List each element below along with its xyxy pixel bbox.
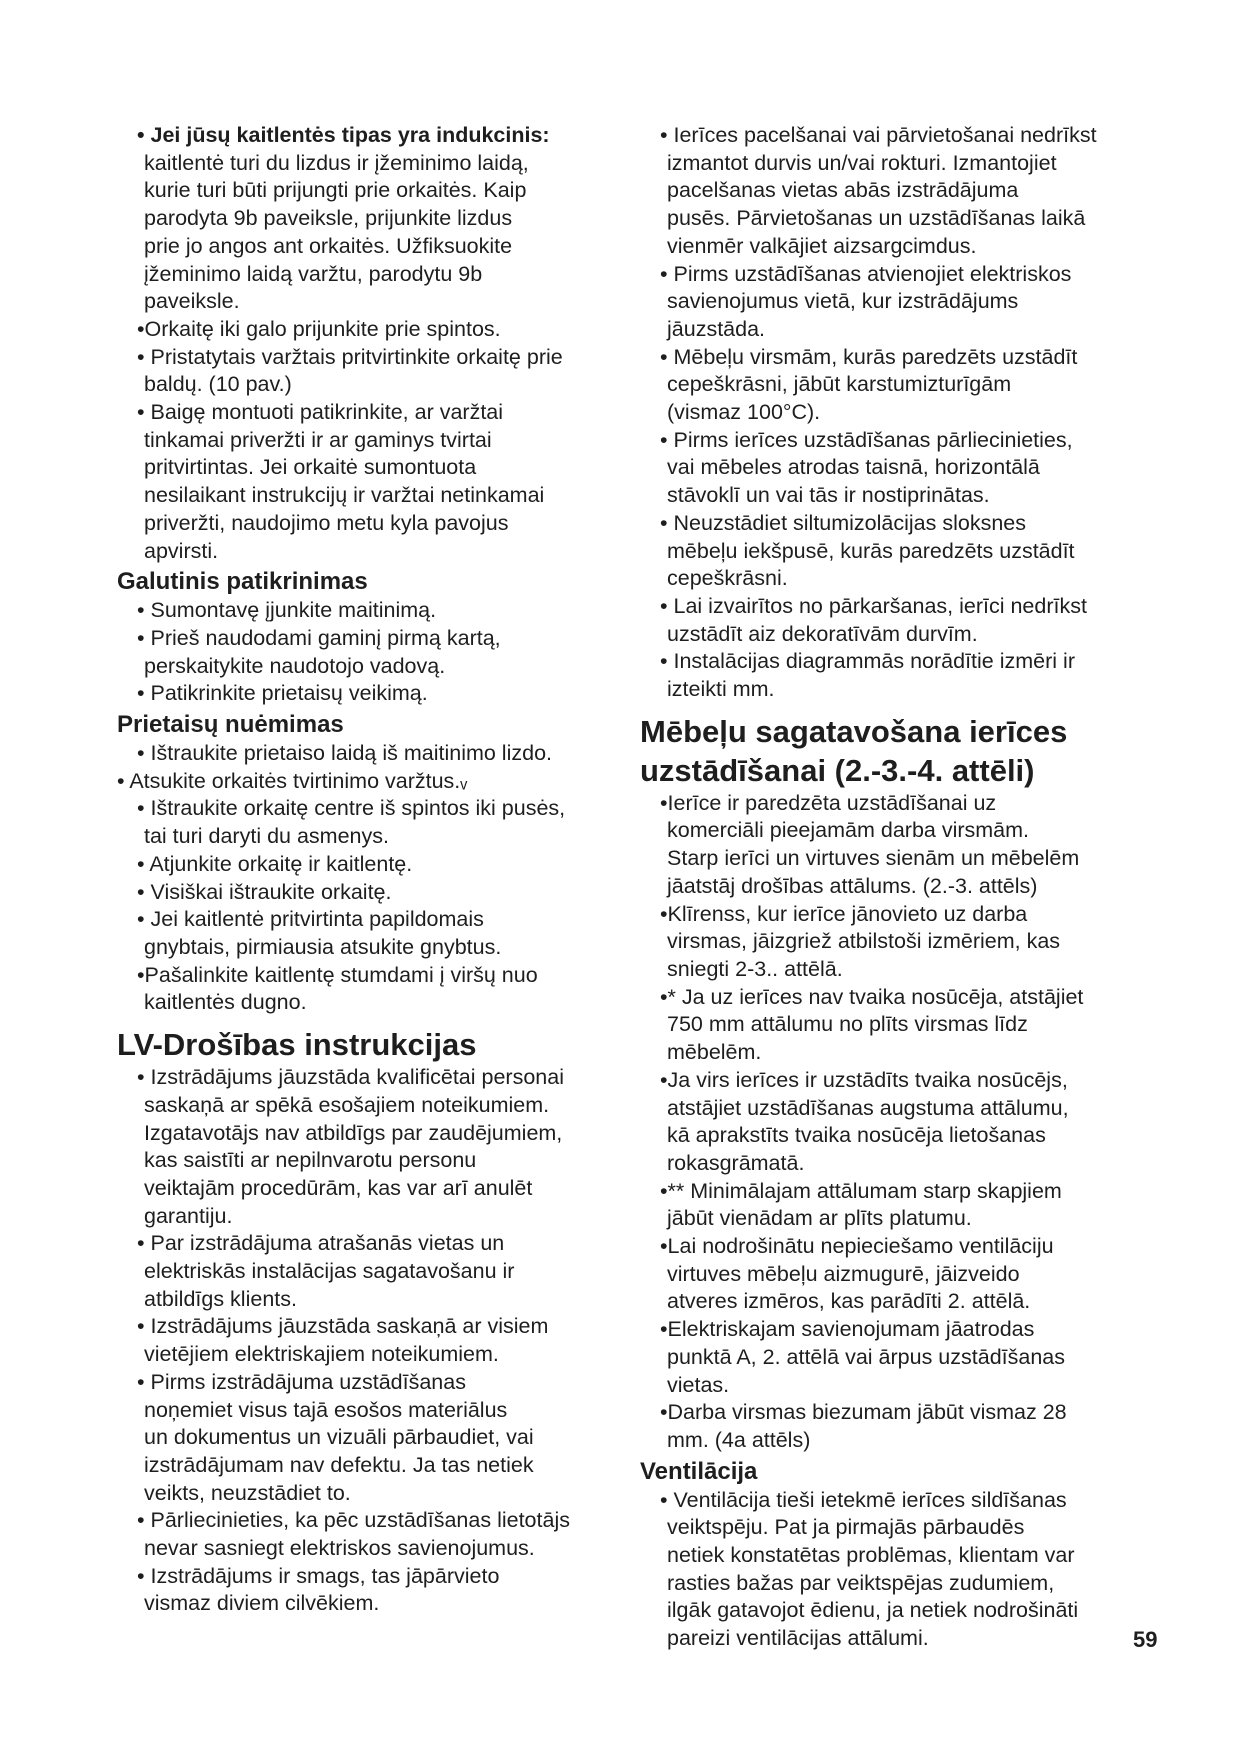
text-line: prie jo angos ant orkaitės. Užfiksuokite [144, 233, 513, 258]
text-line: •Ja virs ierīces ir uzstādīts tvaika nosūcējs, [660, 1067, 1068, 1092]
right-column [640, 122, 1140, 1653]
text-line: • Prieš naudodami gaminį pirmą kartą, [137, 625, 501, 650]
text-line: veiktspēju. Pat ja pirmajās pārbaudēs [667, 1515, 1025, 1540]
text-line: paveiksle. [144, 289, 240, 314]
text-line: • Ištraukite prietaiso laidą iš maitinimo lizdo. [137, 741, 552, 766]
text-line: kaitlentė turi du lizdus ir įžeminimo laidą, [144, 150, 529, 175]
text-line: cepeškrāsni, jābūt karstumizturīgām [667, 372, 1012, 397]
text-line: cepeškrāsni. [667, 566, 788, 591]
subsection-heading: Galutinis patikrinimas [117, 568, 368, 596]
text-line: • Pirms uzstādīšanas atvienojiet elektriskos [660, 261, 1072, 286]
text-line: • Mēbeļu virsmām, kurās paredzēts uzstādīt [660, 344, 1078, 369]
subsection-heading: Ventilācija [640, 1457, 758, 1485]
text-line: garantiju. [144, 1203, 233, 1228]
text-line: • Pirms izstrādājuma uzstādīšanas [137, 1369, 466, 1394]
text-line: • Visiškai ištraukite orkaitę. [137, 879, 392, 904]
text-line: parodyta 9b paveiksle, prijunkite lizdus [144, 206, 513, 231]
text-line: •Lai nodrošinātu nepieciešamo ventilāciju [660, 1234, 1054, 1259]
text-line: izteikti mm. [667, 677, 775, 702]
text-line: • Izstrādājums ir smags, tas jāpārvieto [137, 1563, 500, 1588]
text-line: įžeminimo laidą varžtu, parodytu 9b [144, 261, 483, 286]
text-line: vietas. [667, 1372, 730, 1397]
text-line: nevar sasniegt elektriskos savienojumus. [144, 1536, 535, 1561]
text-line: vai mēbeles atrodas taisnā, horizontālā [667, 455, 1040, 480]
text-line: • Par izstrādājuma atrašanās vietas un [137, 1231, 505, 1256]
text-line: •Ierīce ir paredzēta uzstādīšanai uz [660, 790, 997, 815]
text-line: baldų. (10 pav.) [144, 372, 292, 397]
text-line: •Pašalinkite kaitlentę stumdami į viršų nuo [137, 962, 538, 987]
spacer [117, 1017, 617, 1025]
left-column [117, 122, 617, 1618]
spacer [640, 704, 1140, 712]
text-line: kaitlentės dugno. [144, 990, 307, 1015]
text-line: • Ierīces pacelšanai vai pārvietošanai nedrīkst [660, 123, 1097, 147]
text-line: • Ventilācija tieši ietekmē ierīces sildīšanas [660, 1487, 1067, 1512]
text-line: virsmas, jāizgriež atbilstoši izmēriem, kas [667, 929, 1061, 954]
text-line: jāuzstāda. [667, 316, 766, 341]
text-line: rasties bažas par veiktspējas zudumiem, [667, 1570, 1055, 1595]
text-line: veikts, neuzstādiet to. [144, 1480, 351, 1505]
text-line: jābūt vienādam ar plīts platumu. [667, 1206, 972, 1231]
text-line: • Jei jūsų kaitlentės tipas yra indukcinis: [137, 123, 550, 147]
text-line: atstājiet uzstādīšanas augstuma attālumu, [667, 1095, 1069, 1120]
text-line: izmantot durvis un/vai rokturi. Izmantojiet [667, 150, 1057, 175]
text-line: • Pārliecinieties, ka pēc uzstādīšanas lietotājs [137, 1508, 570, 1533]
text-line: komerciāli pieejamām darba virsmām. [667, 818, 1030, 843]
section-heading: uzstādīšanai (2.-3.-4. attēli) [640, 752, 1035, 788]
text-line: uzstādīt aiz dekoratīvām durvīm. [667, 621, 978, 646]
text-line: • Patikrinkite prietaisų veikimą. [137, 681, 428, 706]
text-line: saskaņā ar spēkā esošajiem noteikumiem. [144, 1092, 550, 1117]
text-line: • Izstrādājums jāuzstāda saskaņā ar visiem [137, 1314, 549, 1339]
text-line: vienmēr valkājiet aizsargcimdus. [667, 233, 977, 258]
text-line: • Pirms ierīces uzstādīšanas pārliecinieties, [660, 427, 1073, 452]
text-line: jāatstāj drošības attālums. (2.-3. attēls) [667, 873, 1038, 898]
text-line: tai turi daryti du asmenys. [144, 824, 389, 849]
text-line: punktā A, 2. attēlā vai ārpus uzstādīšanas [667, 1344, 1066, 1369]
text-line: pritvirtintas. Jei orkaitė sumontuota [144, 455, 477, 480]
text-line: kurie turi būti prijungti prie orkaitės. Kaip [144, 178, 527, 203]
text-line: nesilaikant instrukcijų ir varžtai netinkamai [144, 483, 545, 508]
text-line: 750 mm attālumu no plīts virsmas līdz [667, 1012, 1028, 1037]
text-line: gnybtais, pirmiausia atsukite gnybtus. [144, 934, 502, 959]
subsection-heading: Prietaisų nuėmimas [117, 711, 344, 739]
text-line: •Elektriskajam savienojumam jāatrodas [660, 1317, 1035, 1342]
text-line: vietējiem elektriskajiem noteikumiem. [144, 1342, 499, 1367]
text-line: • Ištraukite orkaitę centre iš spintos iki pusės, [137, 796, 566, 821]
text-line: pusēs. Pārvietošanas un uzstādīšanas laikā [667, 206, 1086, 231]
text-line: • Instalācijas diagrammās norādītie izmēri ir [660, 649, 1075, 674]
text-line: atbildīgs klients. [144, 1286, 297, 1311]
text-line: tinkamai priveržti ir ar gaminys tvirtai [144, 427, 492, 452]
text-line: •** Minimālajam attālumam starp skapjiem [660, 1178, 1062, 1203]
text-line: veiktajām procedūrām, kas var arī anulēt [144, 1175, 533, 1200]
text-line: elektriskās instalācijas sagatavošanu ir [144, 1259, 515, 1284]
text-line: kā aprakstīts tvaika nosūcēja lietošanas [667, 1123, 1046, 1148]
text-line: • Neuzstādiet siltumizolācijas sloksnes [660, 510, 1027, 535]
text-line: priveržti, naudojimo metu kyla pavojus [144, 510, 509, 535]
text-line: kas saistīti ar nepilnvarotu personu [144, 1148, 477, 1173]
text-line: ilgāk gatavojot ēdienu, ja netiek nodrošināti [667, 1598, 1079, 1623]
text-line: noņemiet visus tajā esošos materiālus [144, 1397, 508, 1422]
text-line: mēbelēm. [667, 1040, 762, 1065]
text-line: • Jei kaitlentė pritvirtinta papildomais [137, 907, 484, 932]
text-line: stāvoklī un vai tās ir nostiprinātas. [667, 483, 990, 508]
text-line: un dokumentus un vizuāli pārbaudiet, vai [144, 1425, 534, 1450]
text-line: • Atsukite orkaitės tvirtinimo varžtus.ᵥ [117, 768, 468, 793]
text-line: •Orkaitę iki galo prijunkite prie spintos. [137, 316, 501, 341]
text-line: netiek konstatētas problēmas, klientam var [667, 1543, 1075, 1568]
text-line: • Lai izvairītos no pārkaršanas, ierīci nedrīkst [660, 593, 1087, 618]
text-line: • Baigę montuoti patikrinkite, ar varžtai [137, 400, 504, 425]
text-line: •Klīrenss, kur ierīce jānovieto uz darba [660, 901, 1028, 926]
text-line: pareizi ventilācijas attālumi. [667, 1626, 929, 1651]
section-heading: Mēbeļu sagatavošana ierīces [640, 713, 1068, 749]
text-line: •Darba virsmas biezumam jābūt vismaz 28 [660, 1400, 1067, 1425]
text-line: • Atjunkite orkaitę ir kaitlentę. [137, 851, 413, 876]
text-line: savienojumus vietā, kur izstrādājums [667, 289, 1019, 314]
text-line: Izgatavotājs nav atbildīgs par zaudējumiem, [144, 1120, 563, 1145]
text-line: sniegti 2-3.. attēlā. [667, 956, 843, 981]
text-line: pacelšanas vietas abās izstrādājuma [667, 178, 1019, 203]
text-line: izstrādājumam nav defektu. Ja tas netiek [144, 1452, 534, 1477]
text-line: atveres izmēros, kas parādīti 2. attēlā. [667, 1289, 1031, 1314]
text-line: Starp ierīci un virtuves sienām un mēbelēm [667, 846, 1080, 871]
section-heading: LV-Drošības instrukcijas [117, 1027, 477, 1063]
text-line: • Pristatytais varžtais pritvirtinkite orkaitę prie [137, 344, 563, 369]
text-line: •* Ja uz ierīces nav tvaika nosūcēja, atstājiet [660, 984, 1084, 1009]
text-line: virtuves mēbeļu aizmugurē, jāizveido [667, 1261, 1020, 1286]
text-line: perskaitykite naudotojo vadovą. [144, 653, 446, 678]
text-line: rokasgrāmatā. [667, 1150, 805, 1175]
page-number: 59 [1133, 1627, 1158, 1652]
text-line: • Izstrādājums jāuzstāda kvalificētai personai [137, 1065, 564, 1090]
text-line: (vismaz 100°C). [667, 400, 821, 425]
text-line: mm. (4a attēls) [667, 1427, 811, 1452]
text-line: • Sumontavę įjunkite maitinimą. [137, 598, 437, 623]
text-line: apvirsti. [144, 538, 219, 563]
text-line: vismaz diviem cilvēkiem. [144, 1591, 380, 1616]
text-line: mēbeļu iekšpusē, kurās paredzēts uzstādīt [667, 538, 1075, 563]
